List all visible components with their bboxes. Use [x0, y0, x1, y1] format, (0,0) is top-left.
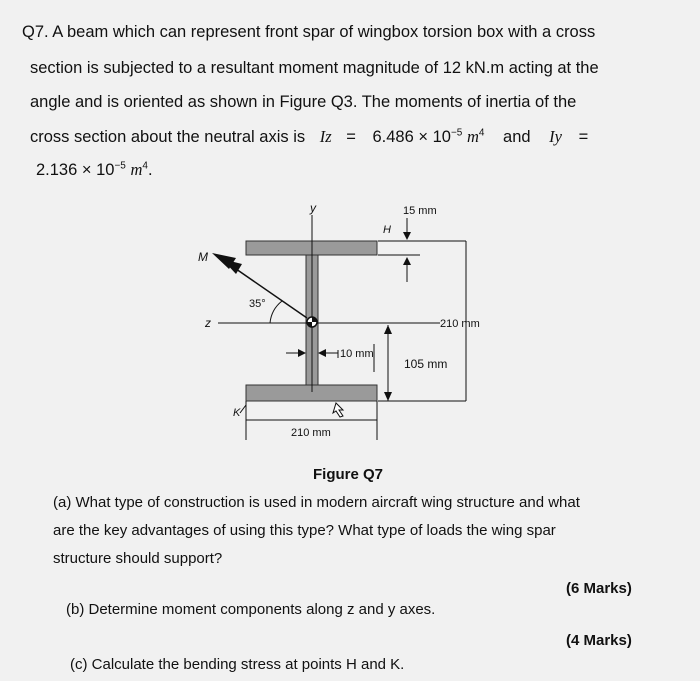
question-number: Q7. [22, 23, 49, 41]
and-word: and [503, 128, 531, 146]
dim-arrow-right-icon [298, 349, 306, 357]
moment-label: M [198, 250, 208, 264]
point-k-label: K [233, 407, 241, 419]
angle-label: 35° [249, 298, 266, 310]
dim-height-label: 210 mm [440, 318, 480, 330]
y-axis-label: y [310, 201, 316, 215]
z-axis-label: z [205, 316, 211, 330]
dim-15-label: 15 mm [403, 205, 437, 217]
part-a-line-2: are the key advantages of using this type? What type of loads the wing spar [53, 522, 556, 539]
iz-symbol: Iz [319, 127, 332, 146]
part-b-text: (b) Determine moment components along z and y axes. [66, 601, 436, 618]
question-text-1: A beam which can represent front spar of wingbox torsion box with a cross [52, 23, 596, 41]
cursor-arrow-icon [333, 403, 343, 417]
dim-arrow-down-icon [403, 232, 411, 240]
figure-caption: Figure Q7 [313, 466, 384, 483]
point-h-label: H [383, 224, 391, 236]
question-line-3: angle and is oriented as shown in Figure Q3. The moments of inertia of the [30, 93, 577, 111]
question-line-2: section is subjected to a resultant moment magnitude of 12 kN.m acting at the [30, 59, 599, 77]
iy-symbol: Iy [549, 127, 562, 146]
iz-value: $6.486 \times 10^{-5}$ $m^4$ [372, 127, 485, 146]
part-a-marks: (6 Marks) [566, 580, 632, 597]
equals-sign-2: = [578, 128, 589, 146]
iy-value: $2.136 \times 10^{-5}$ $m^4$. [36, 160, 153, 179]
dim-web-label: 10 mm [340, 348, 374, 360]
dim-width-label: 210 mm [291, 427, 331, 439]
dim-arrow-down-icon-2 [384, 392, 392, 401]
part-c-text: (c) Calculate the bending stress at points H and K. [70, 656, 405, 673]
dim-arrow-up-icon [403, 257, 411, 265]
question-text-4: cross section about the neutral axis is [30, 128, 306, 146]
part-a-line-1: (a) What type of construction is used in modern aircraft wing structure and what [53, 494, 580, 511]
dim-arrow-up-icon-2 [384, 325, 392, 334]
equals-sign-1: = [346, 128, 356, 146]
part-b-marks: (4 Marks) [566, 632, 632, 649]
dim-half-height-label: 105 mm [404, 357, 448, 371]
dim-arrow-left-icon [318, 349, 326, 357]
part-a-line-3: structure should support? [53, 550, 223, 567]
angle-arc [270, 301, 282, 323]
